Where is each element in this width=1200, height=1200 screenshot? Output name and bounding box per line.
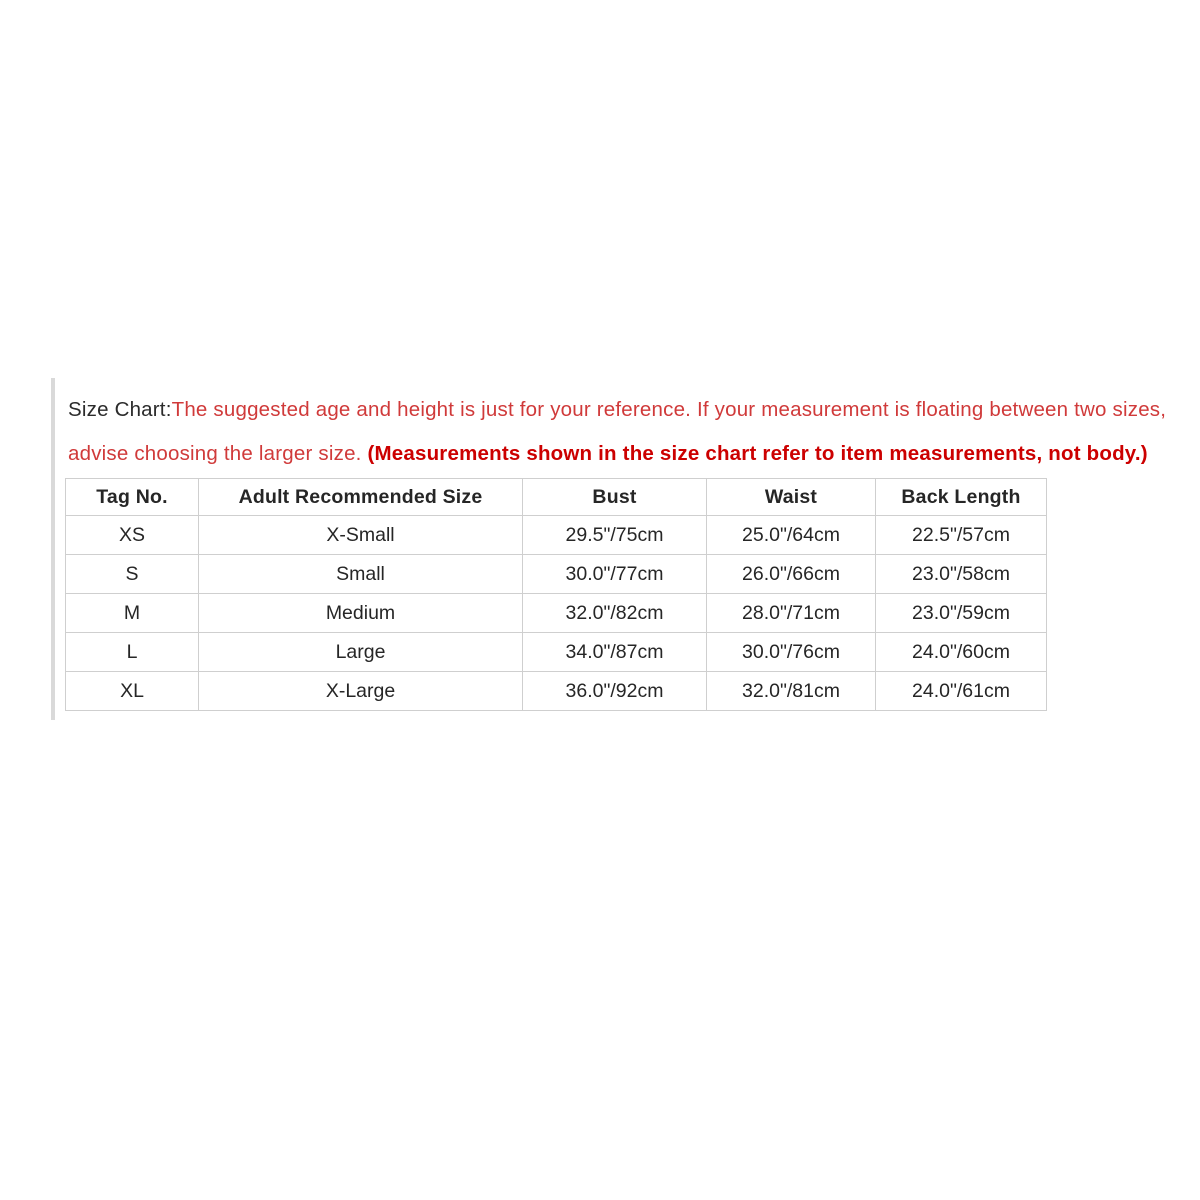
table-row-l bbox=[66, 633, 1047, 672]
cell-waist: 30.0"/76cm bbox=[707, 633, 876, 672]
cell-size-name: Large bbox=[199, 633, 523, 672]
size-chart-table bbox=[65, 478, 1047, 711]
table-row-s bbox=[66, 555, 1047, 594]
table-row-xl bbox=[66, 672, 1047, 711]
note-title: Size Chart: bbox=[68, 398, 172, 421]
note-line-1 bbox=[68, 388, 1167, 432]
cell-bust: 29.5"/75cm bbox=[523, 516, 707, 555]
table-row-m bbox=[66, 594, 1047, 633]
column-header-back-length: Back Length bbox=[876, 479, 1047, 516]
note-line1-text: The suggested age and height is just for your reference. If your measurement is floating between two sizes, bbox=[171, 398, 1167, 421]
cell-tag: XS bbox=[66, 516, 199, 555]
cell-back-length: 22.5"/57cm bbox=[876, 516, 1047, 555]
size-chart-note bbox=[68, 388, 1167, 476]
cell-back-length: 23.0"/58cm bbox=[876, 555, 1047, 594]
cell-size-name: Small bbox=[199, 555, 523, 594]
cell-bust: 32.0"/82cm bbox=[523, 594, 707, 633]
column-header-tag-no: Tag No. bbox=[66, 479, 199, 516]
cell-size-name: Medium bbox=[199, 594, 523, 633]
cell-tag: S bbox=[66, 555, 199, 594]
table-header-row bbox=[66, 479, 1047, 516]
column-header-waist: Waist bbox=[707, 479, 876, 516]
cell-waist: 26.0"/66cm bbox=[707, 555, 876, 594]
column-header-bust: Bust bbox=[523, 479, 707, 516]
cell-bust: 30.0"/77cm bbox=[523, 555, 707, 594]
column-header-adult-recommended-size: Adult Recommended Size bbox=[199, 479, 523, 516]
cell-tag: M bbox=[66, 594, 199, 633]
cell-waist: 32.0"/81cm bbox=[707, 672, 876, 711]
cell-bust: 36.0"/92cm bbox=[523, 672, 707, 711]
note-line-2 bbox=[68, 432, 1153, 476]
table-row-xs bbox=[66, 516, 1047, 555]
cell-waist: 25.0"/64cm bbox=[707, 516, 876, 555]
cell-back-length: 23.0"/59cm bbox=[876, 594, 1047, 633]
cell-back-length: 24.0"/61cm bbox=[876, 672, 1047, 711]
cell-size-name: X-Large bbox=[199, 672, 523, 711]
note-line2-bold-text: (Measurements shown in the size chart refer to item measurements, not body.) bbox=[367, 442, 1148, 465]
cell-waist: 28.0"/71cm bbox=[707, 594, 876, 633]
cell-back-length: 24.0"/60cm bbox=[876, 633, 1047, 672]
size-chart-container bbox=[65, 478, 1046, 711]
cell-tag: XL bbox=[66, 672, 199, 711]
left-border-rule bbox=[51, 378, 55, 720]
cell-size-name: X-Small bbox=[199, 516, 523, 555]
note-line2-text: advise choosing the larger size. bbox=[68, 442, 368, 465]
cell-bust: 34.0"/87cm bbox=[523, 633, 707, 672]
cell-tag: L bbox=[66, 633, 199, 672]
